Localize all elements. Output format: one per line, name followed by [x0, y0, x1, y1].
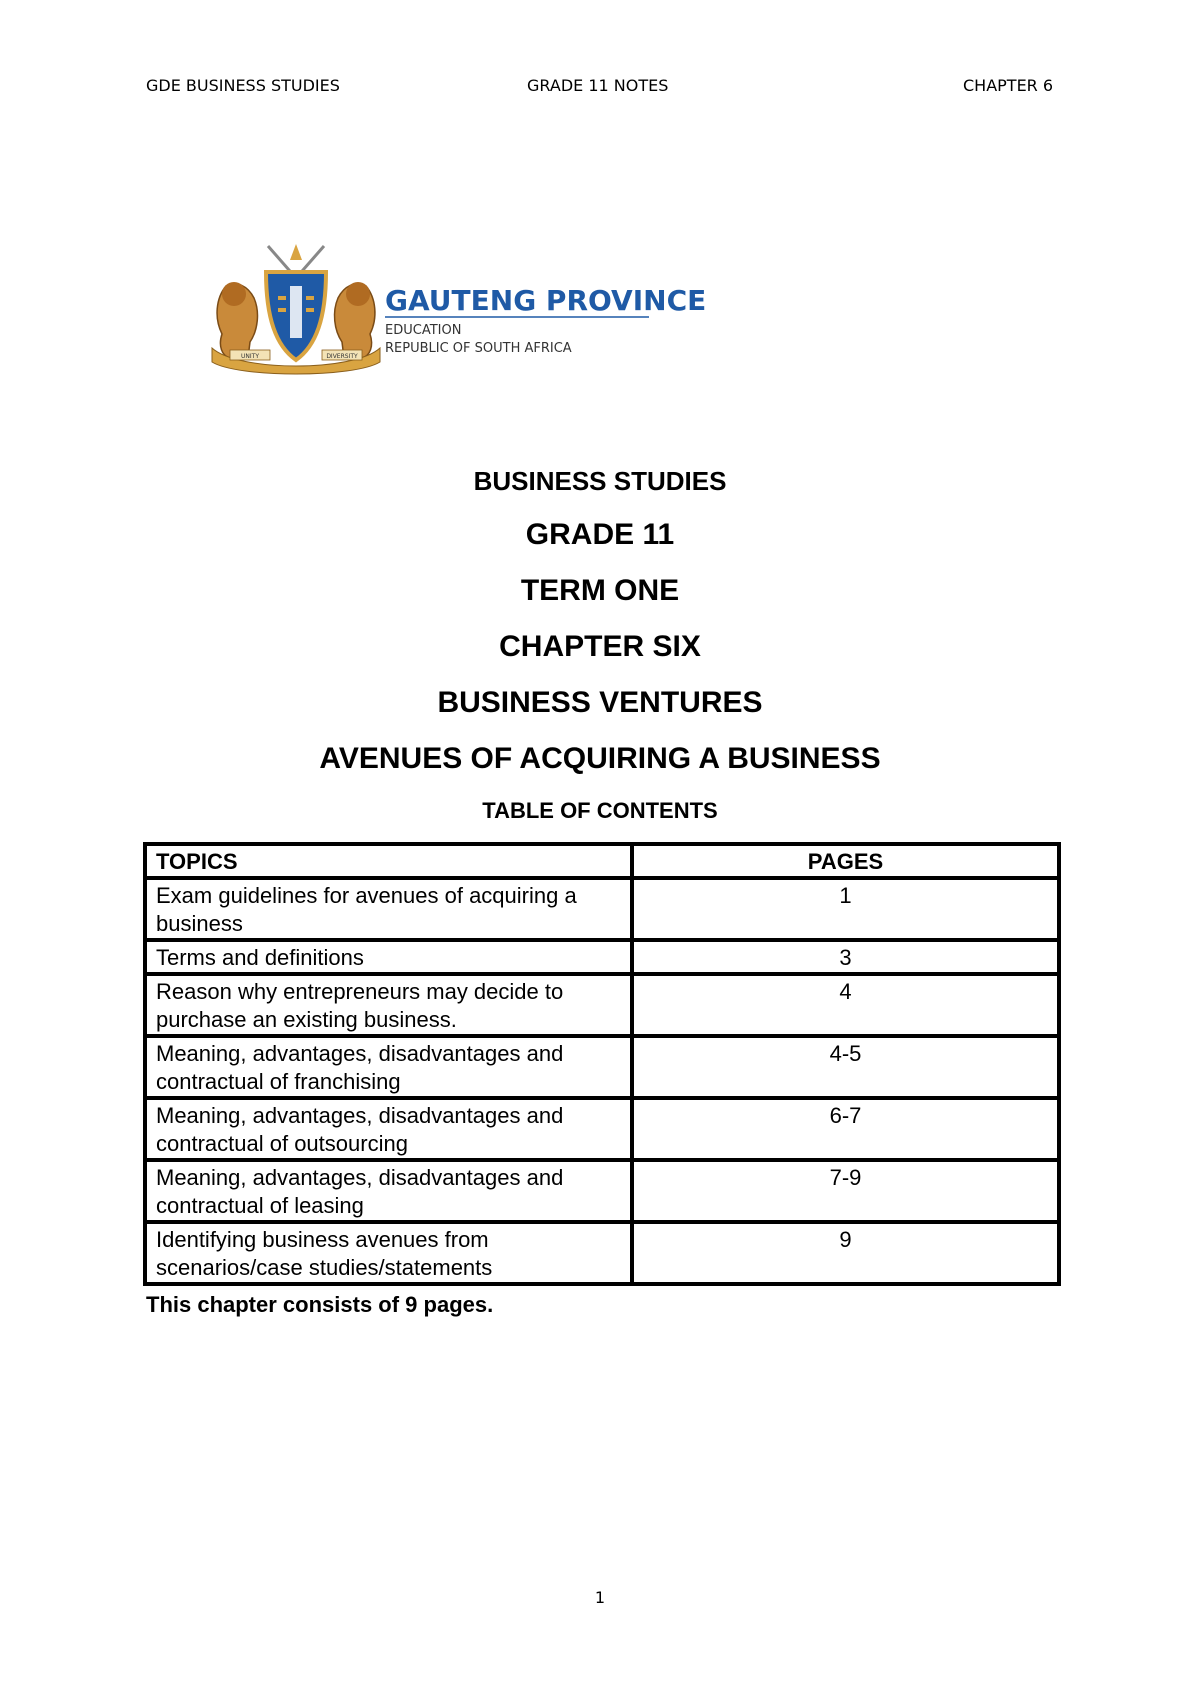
header-right-text: CHAPTER 6	[963, 76, 1054, 95]
header-center-text: GRADE 11 NOTES	[527, 76, 669, 95]
crest-scroll-right: DIVERSITY	[326, 353, 358, 360]
toc-topic-cell: Terms and definitions	[145, 940, 632, 974]
toc-topic-cell: Meaning, advantages, disadvantages and contractual of franchising	[145, 1036, 632, 1098]
topic-title: BUSINESS VENTURES	[437, 686, 763, 719]
table-row	[145, 878, 1059, 940]
toc-pages-cell: 9	[632, 1222, 1059, 1284]
table-of-contents	[143, 842, 1061, 1286]
crest-scroll-left: UNITY	[241, 353, 259, 360]
logo-department: EDUCATION	[385, 323, 462, 338]
toc-header-row	[145, 844, 1059, 878]
chapter-title: CHAPTER SIX	[499, 630, 701, 663]
toc-topic-cell: Meaning, advantages, disadvantages and contractual of outsourcing	[145, 1098, 632, 1160]
logo-province-name: GAUTENG PROVINCE	[385, 284, 707, 317]
table-row	[145, 974, 1059, 1036]
toc-topic-cell: Exam guidelines for avenues of acquiring a business	[145, 878, 632, 940]
subtopic-title: AVENUES OF ACQUIRING A BUSINESS	[319, 742, 881, 775]
toc-topic-cell: Identifying business avenues from scenarios/case studies/statements	[145, 1222, 632, 1284]
grade-title: GRADE 11	[525, 518, 675, 551]
toc-col-pages: PAGES	[632, 844, 1059, 878]
toc-pages-cell: 3	[632, 940, 1059, 974]
chapter-page-count-note: This chapter consists of 9 pages.	[146, 1292, 494, 1317]
table-row	[145, 1222, 1059, 1284]
term-title: TERM ONE	[520, 574, 680, 607]
toc-pages-cell: 7-9	[632, 1160, 1059, 1222]
coat-of-arms-icon	[212, 244, 380, 374]
table-row	[145, 1036, 1059, 1098]
toc-pages-cell: 4-5	[632, 1036, 1059, 1098]
toc-heading: TABLE OF CONTENTS	[482, 798, 718, 823]
table-row	[145, 1160, 1059, 1222]
toc-topic-cell: Reason why entrepreneurs may decide to purchase an existing business.	[145, 974, 632, 1036]
header-left-text: GDE BUSINESS STUDIES	[146, 76, 340, 95]
toc-topic-cell: Meaning, advantages, disadvantages and contractual of leasing	[145, 1160, 632, 1222]
logo-country: REPUBLIC OF SOUTH AFRICA	[385, 341, 572, 356]
toc-pages-cell: 1	[632, 878, 1059, 940]
table-row	[145, 1098, 1059, 1160]
page-number: 1	[594, 1588, 606, 1607]
subject-title: BUSINESS STUDIES	[473, 466, 727, 496]
table-row	[145, 940, 1059, 974]
toc-pages-cell: 6-7	[632, 1098, 1059, 1160]
gauteng-logo	[208, 238, 707, 378]
toc-pages-cell: 4	[632, 974, 1059, 1036]
toc-col-topics: TOPICS	[145, 844, 632, 878]
